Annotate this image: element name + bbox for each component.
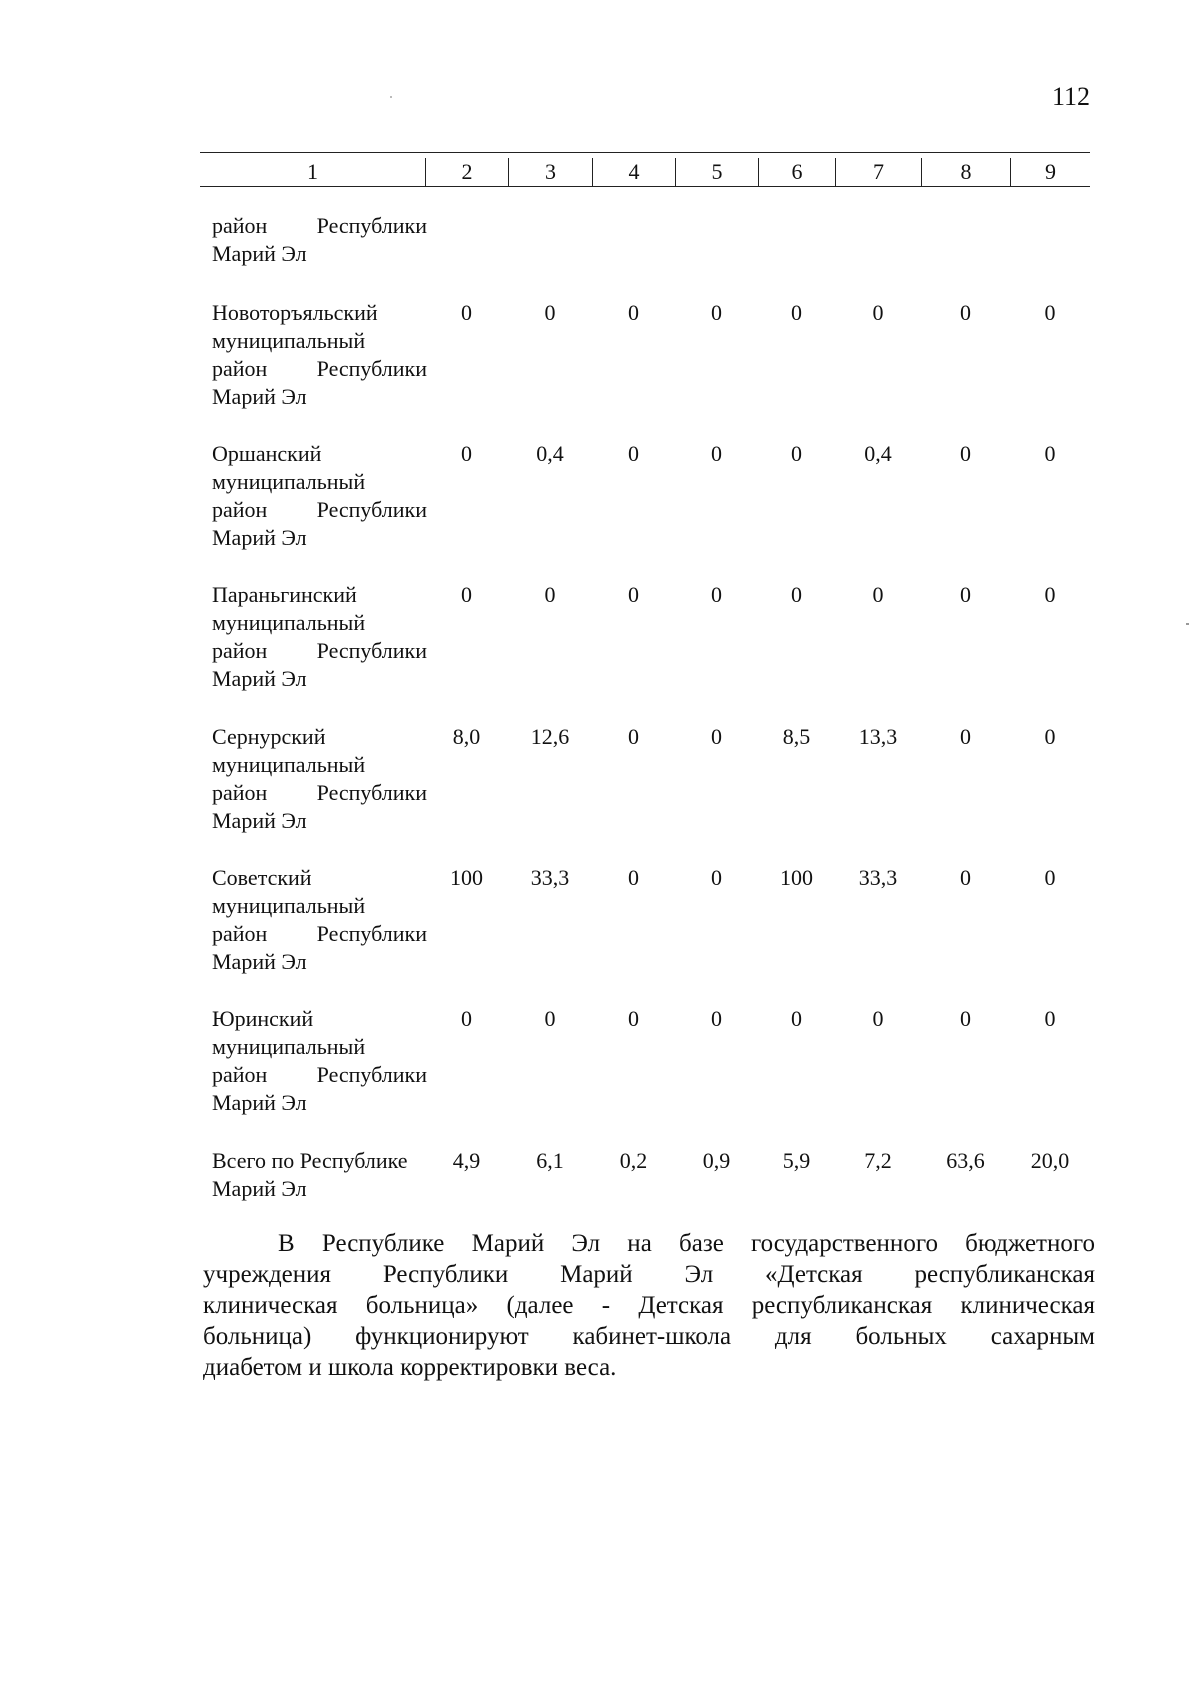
paragraph-line: учреждения Республики Марий Эл «Детская республиканская (203, 1261, 1095, 1288)
cell-col-9: 0 (1044, 865, 1056, 890)
column-header-4: 4 (592, 158, 675, 186)
row-name-line: район Республики (212, 780, 427, 805)
cell-col-6: 100 (780, 865, 813, 890)
cell-col-4: 0,2 (619, 1148, 648, 1173)
cell-col-5: 0 (711, 582, 722, 607)
row-name-line: Марий Эл (212, 1176, 307, 1201)
cell-col-4: 0 (628, 1006, 639, 1031)
row-name-line: Советский (212, 865, 312, 890)
column-header-6: 6 (758, 158, 835, 186)
column-header-9: 9 (1010, 158, 1090, 186)
cell-col-7: 33,3 (858, 865, 898, 890)
cell-col-7: 13,3 (858, 724, 898, 749)
row-name (212, 864, 427, 976)
cell-col-7: 7,2 (864, 1148, 892, 1173)
row-name-line: муниципальный (212, 328, 366, 353)
cell-col-2: 0 (461, 1006, 472, 1031)
row-name-line: Параньгинский (212, 582, 357, 607)
cell-col-2: 0 (461, 441, 472, 466)
cell-col-9: 0 (1044, 724, 1056, 749)
row-name-line: Всего по Республике (212, 1148, 408, 1173)
cell-col-5: 0,9 (702, 1148, 731, 1173)
cell-col-3: 0 (544, 300, 556, 325)
column-header-3: 3 (508, 158, 592, 186)
cell-col-8: 0 (960, 724, 971, 749)
scan-speck (390, 96, 392, 98)
row-name-line: муниципальный (212, 1034, 366, 1059)
row-name (212, 723, 427, 835)
paragraph-line: диабетом и школа корректировки веса. (203, 1354, 617, 1381)
cell-col-2: 4,9 (452, 1148, 481, 1173)
row-name-line: район Республики (212, 921, 427, 946)
cell-col-2: 0 (461, 300, 472, 325)
row-name-line: район Республики (212, 497, 427, 522)
cell-col-9: 0 (1044, 582, 1056, 607)
cell-col-6: 0 (791, 441, 802, 466)
column-header-7: 7 (835, 158, 921, 186)
cell-col-6: 0 (791, 300, 802, 325)
cell-col-3: 0 (544, 582, 556, 607)
cell-col-9: 20,0 (1030, 1148, 1070, 1173)
cell-col-5: 0 (711, 441, 722, 466)
table-top-border (200, 152, 1090, 153)
cell-col-5: 0 (711, 300, 722, 325)
cell-col-3: 12,6 (530, 724, 570, 749)
row-name-line: район Республики (212, 356, 427, 381)
cell-col-4: 0 (628, 724, 639, 749)
cell-col-9: 0 (1044, 300, 1056, 325)
column-header-8: 8 (921, 158, 1010, 186)
row-name-line: Марий Эл (212, 525, 307, 550)
cell-col-8: 0 (960, 582, 971, 607)
cell-col-6: 0 (791, 582, 802, 607)
cell-col-4: 0 (628, 441, 639, 466)
cell-col-8: 63,6 (946, 1148, 985, 1173)
row-name-line: Сернурский (212, 724, 326, 749)
row-name-line: Оршанский (212, 441, 322, 466)
cell-col-4: 0 (628, 865, 639, 890)
column-header-1: 1 (307, 159, 318, 184)
row-name-line: Марий Эл (212, 241, 307, 266)
cell-col-5: 0 (711, 724, 722, 749)
cell-col-2: 0 (461, 582, 472, 607)
cell-col-6: 0 (791, 1006, 802, 1031)
cell-col-9: 0 (1044, 441, 1056, 466)
row-name-line: муниципальный (212, 469, 366, 494)
cell-col-8: 0 (960, 441, 971, 466)
row-name (212, 581, 427, 693)
cell-col-3: 6,1 (536, 1148, 564, 1173)
scan-speck (1186, 623, 1189, 625)
cell-col-8: 0 (960, 1006, 971, 1031)
cell-col-3: 0,4 (536, 441, 564, 466)
cell-col-5: 0 (711, 865, 722, 890)
row-name-line: район Республики (212, 1062, 427, 1087)
row-name-line: Марий Эл (212, 949, 307, 974)
row-name-line: муниципальный (212, 752, 366, 777)
cell-col-4: 0 (628, 300, 639, 325)
cell-col-7: 0,4 (864, 441, 892, 466)
cell-col-7: 0 (872, 582, 884, 607)
cell-col-2: 100 (450, 865, 483, 890)
row-name (212, 1005, 427, 1117)
cell-col-9: 0 (1044, 1006, 1056, 1031)
cell-col-8: 0 (960, 865, 971, 890)
row-name-line: Марий Эл (212, 666, 307, 691)
row-name (212, 440, 427, 552)
page-number: 112 (1051, 82, 1090, 111)
row-name-line: Марий Эл (212, 1090, 307, 1115)
row-name (212, 299, 427, 411)
cell-col-4: 0 (628, 582, 639, 607)
cell-col-8: 0 (960, 300, 971, 325)
cell-col-7: 0 (872, 1006, 884, 1031)
paragraph-line: клиническая больница» (далее - Детская республиканская клиническая (203, 1292, 1095, 1319)
row-name-line: Новоторъяльский (212, 300, 378, 325)
row-name-line: район Республики (212, 638, 427, 663)
row-name-line: Марий Эл (212, 384, 307, 409)
cell-col-3: 0 (544, 1006, 556, 1031)
cell-col-3: 33,3 (530, 865, 570, 890)
column-header-2: 2 (425, 158, 508, 186)
paragraph-line: больница) функционируют кабинет-школа для больных сахарным (203, 1323, 1095, 1350)
row-name-line: Марий Эл (212, 808, 307, 833)
row-name (212, 212, 427, 268)
row-name (212, 1147, 427, 1203)
body-paragraph (203, 1228, 1095, 1383)
row-name-line: муниципальный (212, 893, 366, 918)
row-name-line: Юринский (212, 1006, 314, 1031)
cell-col-7: 0 (872, 300, 884, 325)
cell-col-2: 8,0 (452, 724, 481, 749)
cell-col-5: 0 (711, 1006, 722, 1031)
cell-col-6: 5,9 (782, 1148, 811, 1173)
cell-col-6: 8,5 (782, 724, 811, 749)
column-header-5: 5 (675, 158, 758, 186)
paragraph-line: В Республике Марий Эл на базе государственного бюджетного (278, 1230, 1095, 1257)
row-name-line: район Республики (212, 213, 427, 238)
table-header-row (200, 158, 1090, 187)
row-name-line: муниципальный (212, 610, 366, 635)
